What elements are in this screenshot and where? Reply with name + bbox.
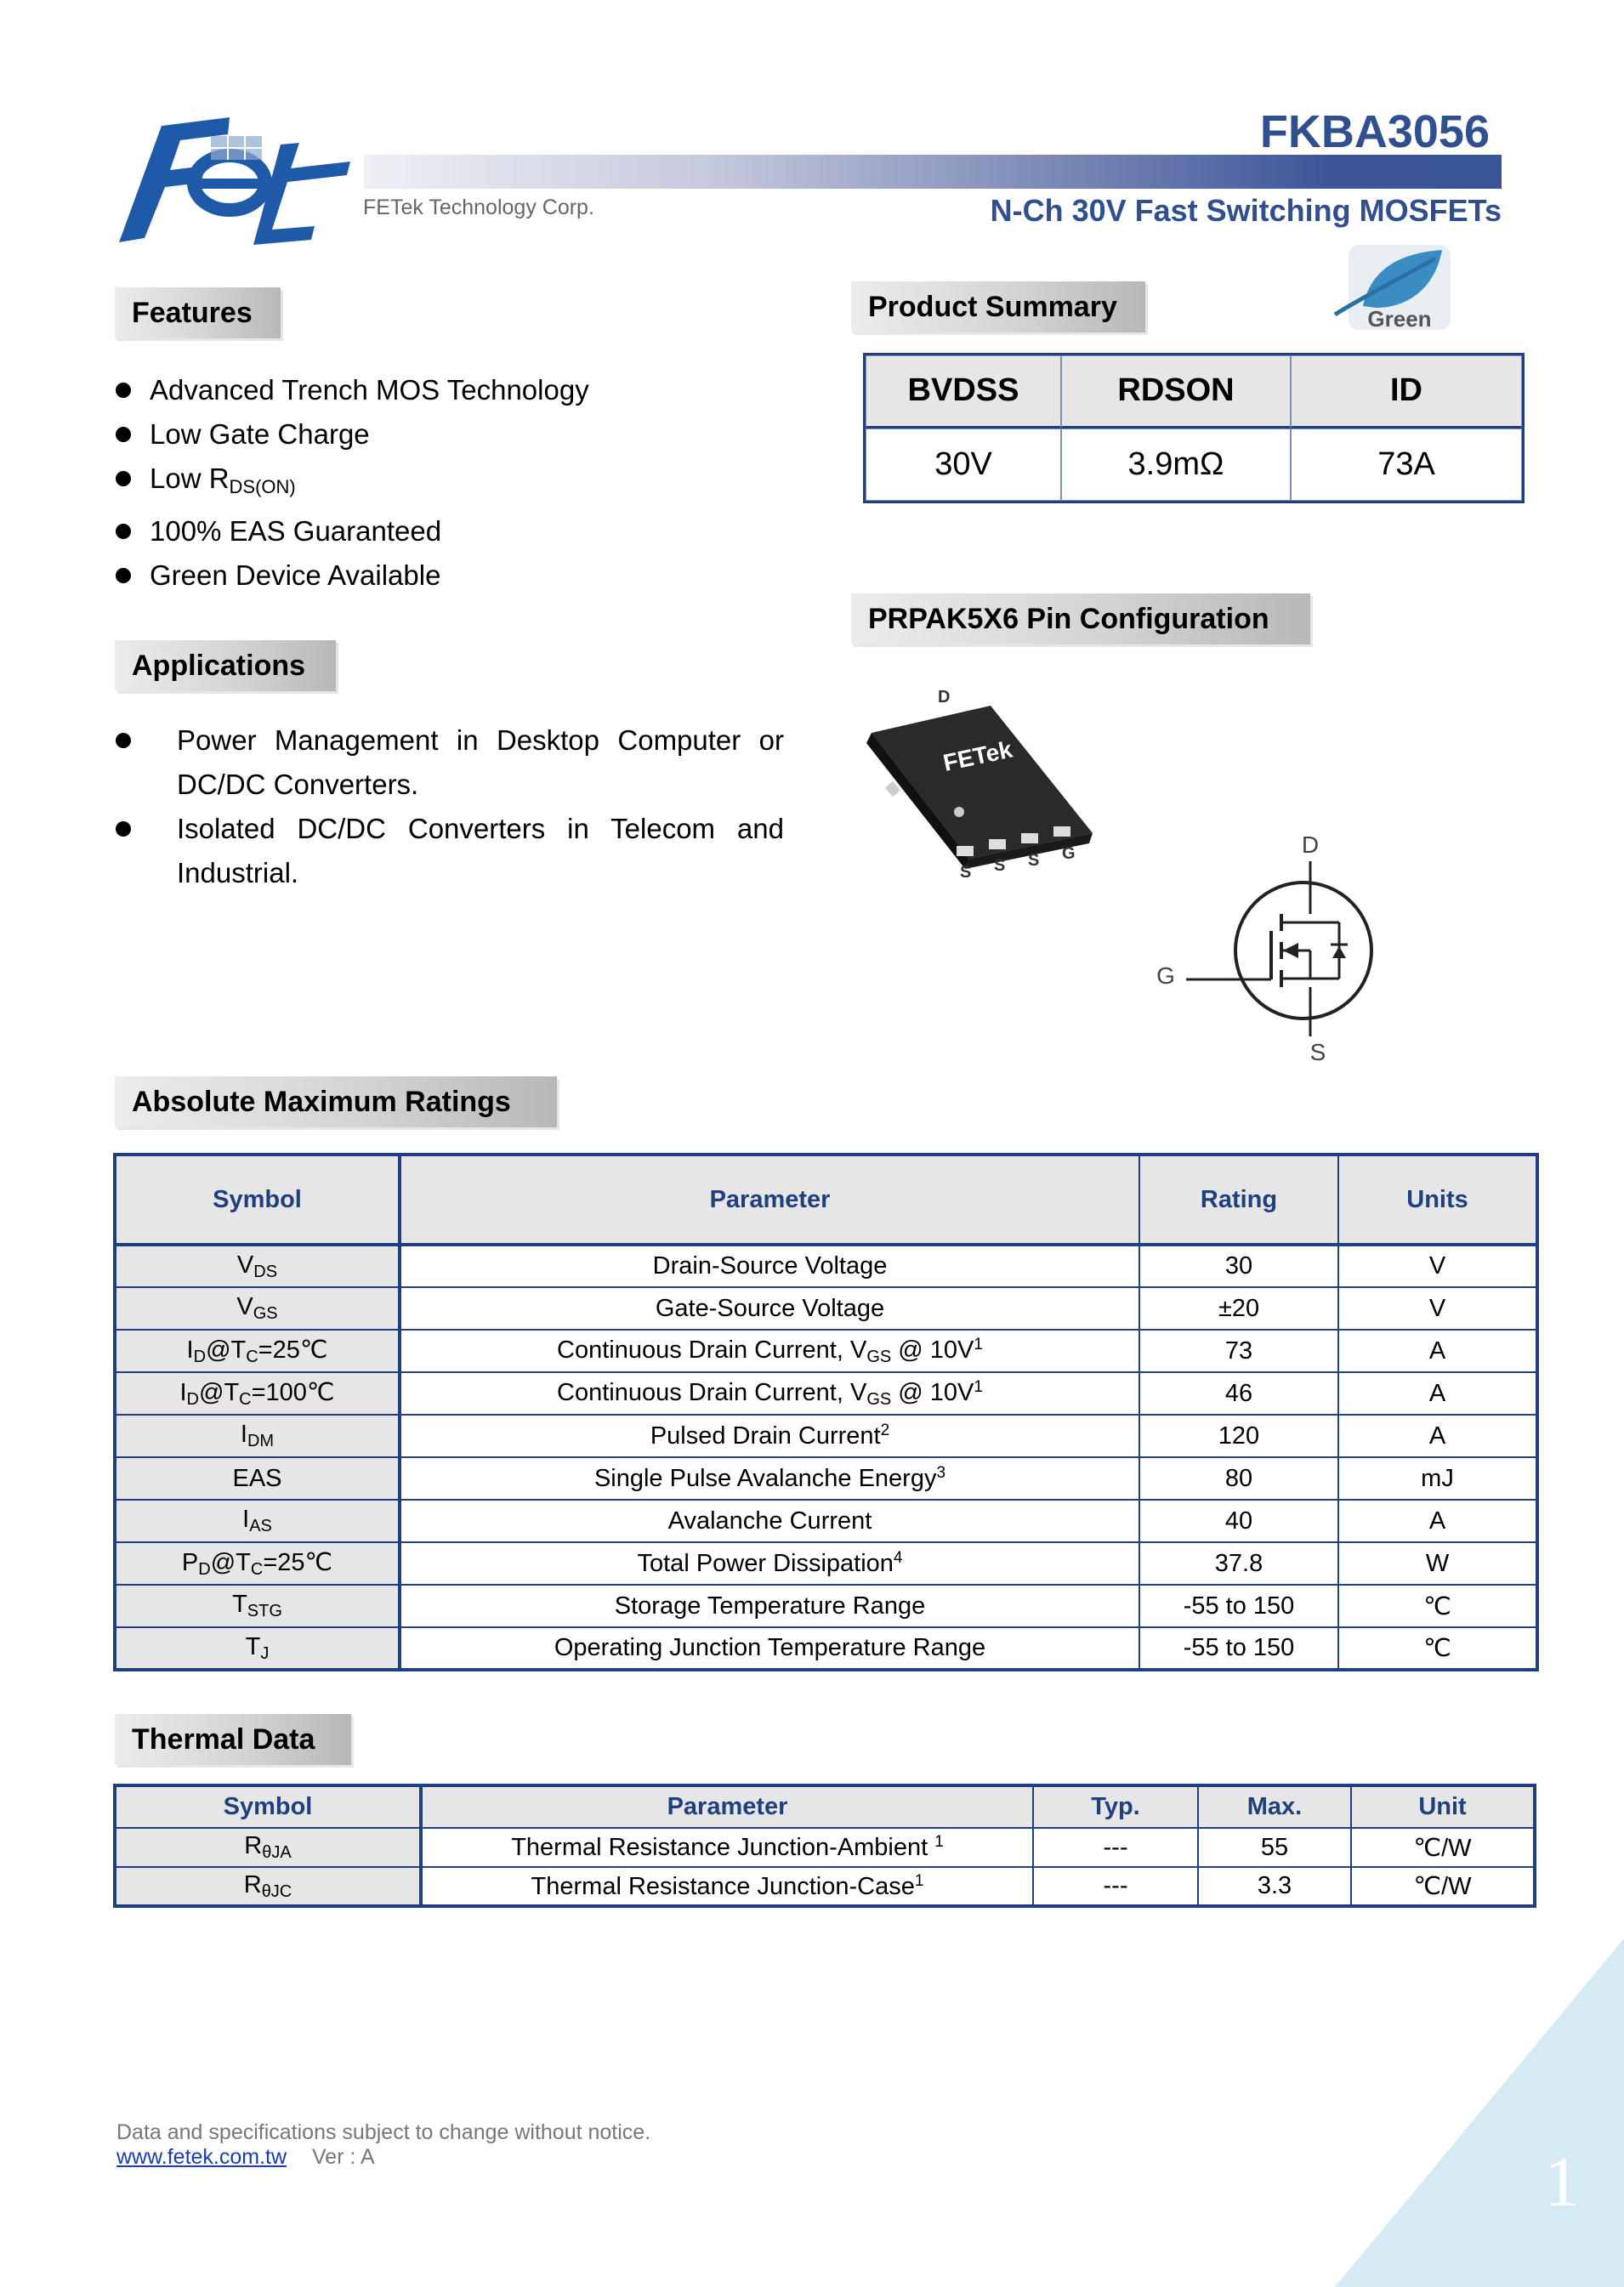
features-header <box>115 287 281 338</box>
symbol-cell: IAS <box>115 1500 400 1542</box>
header-cell: Parameter <box>421 1785 1033 1828</box>
header-cell: Symbol <box>115 1785 421 1828</box>
unit-cell: V <box>1338 1245 1537 1287</box>
parameter-cell: Continuous Drain Current, VGS @ $10V^1$ <box>400 1330 1139 1372</box>
parameter-cell: Pulsed Drain Current$^2$ <box>400 1415 1139 1457</box>
max-cell: 3.3 <box>1198 1867 1351 1906</box>
unit-cell: V <box>1338 1287 1537 1330</box>
table-row <box>115 1828 1535 1867</box>
fetek-logo <box>111 111 353 251</box>
symbol-cell: IDM <box>115 1415 400 1457</box>
value-cell: 73A <box>1291 428 1522 502</box>
rating-cell: 30 <box>1139 1245 1338 1287</box>
svg-text:G: G <box>1062 844 1076 863</box>
table-row <box>115 1627 1537 1670</box>
unit-cell: W <box>1338 1542 1537 1585</box>
abs-max-header <box>115 1076 557 1127</box>
unit-cell: ℃ <box>1338 1585 1537 1627</box>
product-summary-table <box>863 353 1525 503</box>
part-description: N-Ch 30V Fast Switching MOSFETs <box>990 193 1502 228</box>
unit-cell: ℃ <box>1338 1627 1537 1670</box>
unit-cell: A <box>1338 1372 1537 1415</box>
svg-text:S: S <box>960 863 972 882</box>
parameter-cell: Continuous Drain Current, VGS @ $10V^1$ <box>400 1372 1139 1415</box>
mosfet-schematic <box>1144 829 1390 1067</box>
symbol-cell: VDS <box>115 1245 400 1287</box>
table-row <box>115 1155 1537 1245</box>
symbol-cell: VGS <box>115 1287 400 1330</box>
rating-cell: 40 <box>1139 1500 1338 1542</box>
parameter-cell: Thermal Resistance Junction-Ambient $^1$ <box>421 1828 1033 1867</box>
green-leaf-icon <box>1325 240 1456 338</box>
header-cell: Typ. <box>1033 1785 1198 1828</box>
header-cell: Max. <box>1198 1785 1351 1828</box>
header-cell: BVDSS <box>866 355 1061 428</box>
typ-cell: --- <box>1033 1828 1198 1867</box>
pin-config-header <box>851 593 1310 644</box>
applications-title: Applications <box>132 649 306 682</box>
unit-cell: ℃/W <box>1351 1828 1535 1867</box>
svg-text:FETek: FETek <box>940 735 1015 776</box>
rating-cell: 37.8 <box>1139 1542 1338 1585</box>
feature-item: Low $R_{DS(ON)}$ <box>116 457 762 509</box>
unit-cell: A <box>1338 1330 1537 1372</box>
symbol-cell: ID@TC=100℃ <box>115 1372 400 1415</box>
unit-cell: ℃/W <box>1351 1867 1535 1906</box>
abs-max-title: Absolute Maximum Ratings <box>132 1085 511 1118</box>
header-cell: Parameter <box>400 1155 1139 1245</box>
svg-text:D: D <box>938 688 951 707</box>
parameter-cell: Single Pulse Avalanche Energy$^3$ <box>400 1457 1139 1500</box>
product-summary-header <box>851 281 1145 332</box>
abs-max-table <box>113 1153 1539 1671</box>
table-row <box>115 1457 1537 1500</box>
corner-decoration <box>1335 1938 1624 2287</box>
parameter-cell: Total Power Dissipation$^4$ <box>400 1542 1139 1585</box>
product-summary-title: Product Summary <box>868 290 1117 323</box>
feature-item: Low Gate Charge <box>116 412 762 457</box>
header-bar <box>364 155 1502 189</box>
features-title: Features <box>132 296 253 329</box>
application-item: Isolated DC/DC Converters in Telecom and Industrial. <box>116 807 784 895</box>
table-row <box>115 1287 1537 1330</box>
features-list <box>116 368 762 598</box>
symbol-cell: TSTG <box>115 1585 400 1627</box>
symbol-cell: RθJC <box>115 1867 421 1906</box>
table-row <box>115 1542 1537 1585</box>
table-row <box>115 1245 1537 1287</box>
header-cell: ID <box>1291 355 1522 428</box>
thermal-header <box>115 1714 351 1765</box>
value-cell: 30V <box>866 428 1061 502</box>
parameter-cell: Operating Junction Temperature Range <box>400 1627 1139 1670</box>
svg-text:S: S <box>994 856 1006 875</box>
header-cell: Symbol <box>115 1155 400 1245</box>
table-row <box>115 1585 1537 1627</box>
value-cell: 3.9mΩ <box>1061 428 1291 502</box>
company-name: FETek Technology Corp. <box>363 196 594 219</box>
feature-item: Green Device Available <box>116 553 762 598</box>
svg-text:D: D <box>1301 831 1320 858</box>
header-cell: RDSON <box>1061 355 1291 428</box>
table-row <box>115 1330 1537 1372</box>
applications-list <box>116 718 784 895</box>
header-cell: Rating <box>1139 1155 1338 1245</box>
svg-text:S: S <box>1309 1039 1326 1065</box>
feature-item: Advanced Trench MOS Technology <box>116 368 762 412</box>
application-item: Power Management in Desktop Computer or DC/DC Converters. <box>116 718 784 807</box>
parameter-cell: Thermal Resistance Junction-Case$^1$ <box>421 1867 1033 1906</box>
table-row <box>115 1867 1535 1906</box>
typ-cell: --- <box>1033 1867 1198 1906</box>
table-row <box>866 355 1522 428</box>
svg-text:G: G <box>1156 962 1175 989</box>
unit-cell: A <box>1338 1415 1537 1457</box>
rating-cell: 73 <box>1139 1330 1338 1372</box>
package-image <box>855 680 1110 884</box>
rating-cell: ±20 <box>1139 1287 1338 1330</box>
table-row <box>866 428 1522 502</box>
symbol-cell: EAS <box>115 1457 400 1500</box>
symbol-cell: ID@TC=25℃ <box>115 1330 400 1372</box>
part-number: FKBA3056 <box>1259 106 1490 157</box>
thermal-table <box>113 1784 1536 1908</box>
applications-header <box>115 640 336 691</box>
unit-cell: mJ <box>1338 1457 1537 1500</box>
header-cell: Units <box>1338 1155 1537 1245</box>
website-link[interactable]: www.fetek.com.tw <box>116 2145 287 2169</box>
page-number: 1 <box>1544 2142 1580 2222</box>
parameter-cell: Gate-Source Voltage <box>400 1287 1139 1330</box>
table-row <box>115 1785 1535 1828</box>
green-badge-label: Green <box>1367 306 1432 332</box>
rating-cell: -55 to 150 <box>1139 1585 1338 1627</box>
symbol-cell: RθJA <box>115 1828 421 1867</box>
header-cell: Unit <box>1351 1785 1535 1828</box>
svg-text:S: S <box>1028 851 1040 870</box>
rating-cell: 120 <box>1139 1415 1338 1457</box>
table-row <box>115 1372 1537 1415</box>
parameter-cell: Avalanche Current <box>400 1500 1139 1542</box>
footer-note: Data and specifications subject to change without notice. <box>116 2120 651 2144</box>
max-cell: 55 <box>1198 1828 1351 1867</box>
table-row <box>115 1415 1537 1457</box>
parameter-cell: Storage Temperature Range <box>400 1585 1139 1627</box>
table-row <box>115 1500 1537 1542</box>
symbol-cell: TJ <box>115 1627 400 1670</box>
feature-item: 100% EAS Guaranteed <box>116 509 762 553</box>
thermal-title: Thermal Data <box>132 1722 315 1756</box>
rating-cell: 46 <box>1139 1372 1338 1415</box>
rating-cell: 80 <box>1139 1457 1338 1500</box>
symbol-cell: PD@TC=25℃ <box>115 1542 400 1585</box>
rating-cell: -55 to 150 <box>1139 1627 1338 1670</box>
parameter-cell: Drain-Source Voltage <box>400 1245 1139 1287</box>
unit-cell: A <box>1338 1500 1537 1542</box>
pin-config-title: PRPAK5X6 Pin Configuration <box>868 602 1269 635</box>
version-label: Ver : A <box>312 2145 375 2169</box>
